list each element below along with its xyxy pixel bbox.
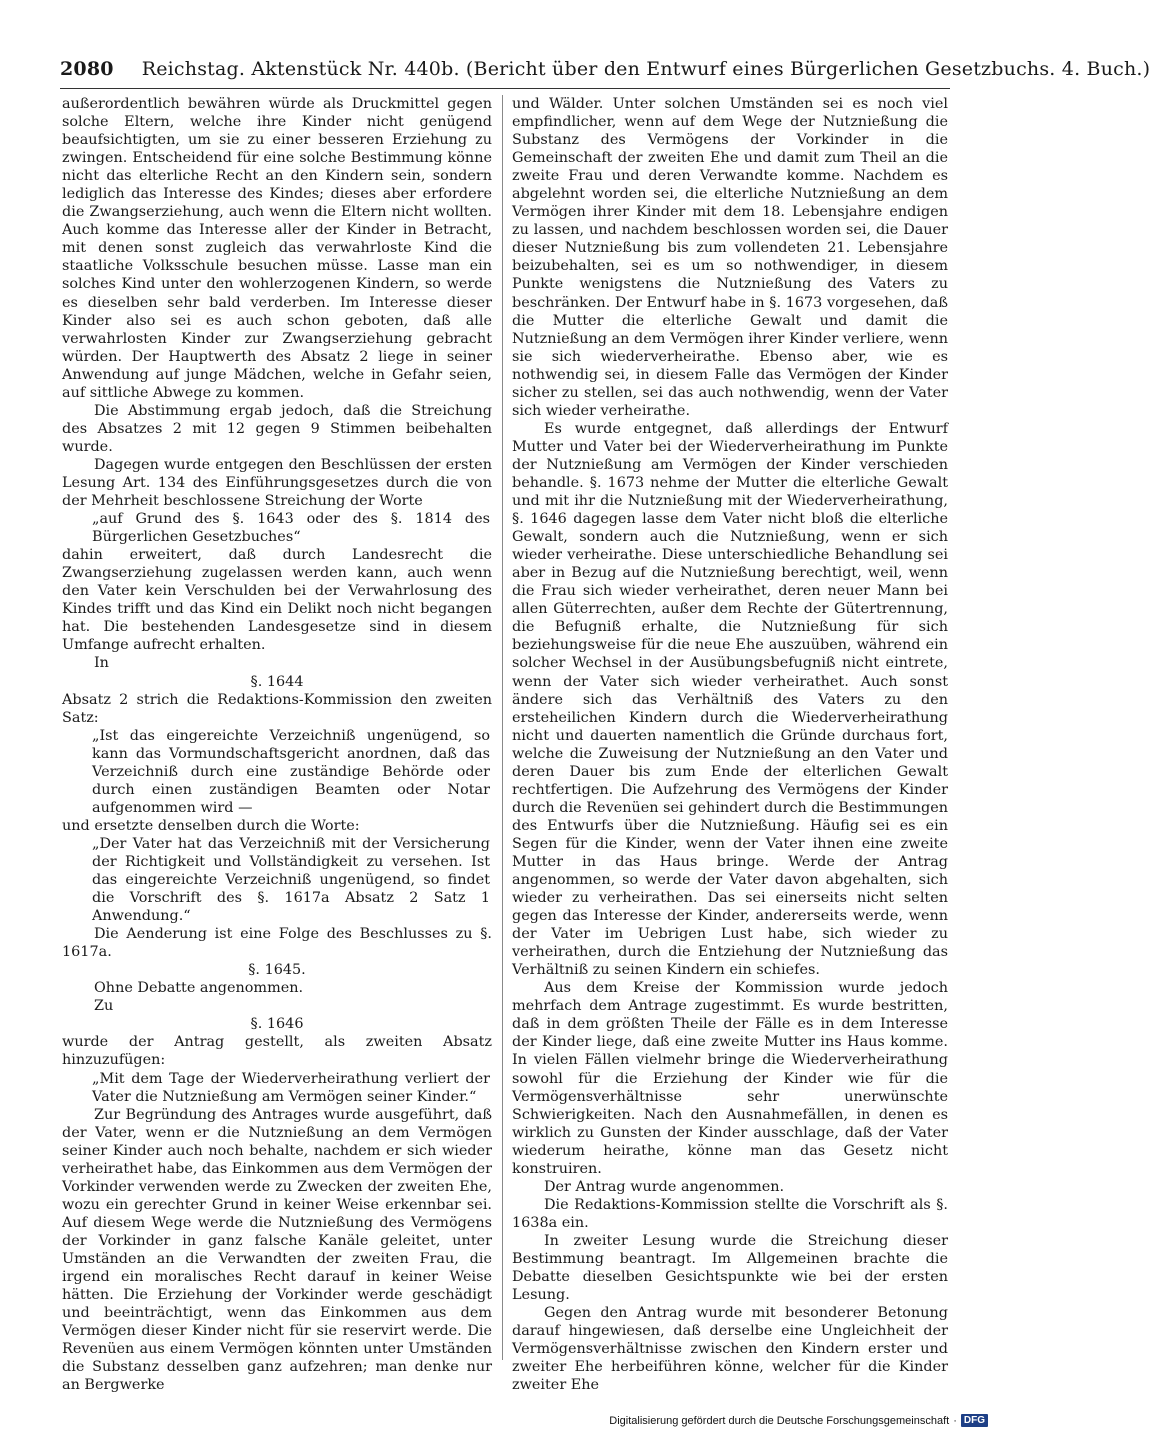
paragraph: Die Aenderung ist eine Folge des Beschlusses zu §. 1617a. <box>62 926 492 961</box>
left-column <box>62 95 492 1394</box>
paragraph: Absatz 2 strich die Redaktions-Kommission den zweiten Satz: <box>62 691 492 726</box>
paragraph: außerordentlich bewähren würde als Druckmittel gegen solche Eltern, welche ihre Kinder nicht genügend beaufsichtigten, um sie zu einer besseren Erziehung zu zwingen. Entscheidend für eine solche Bestimmung könne nicht das elterliche Recht an den Kindern sein, sondern lediglich das Interesse des Kindes; dieses aber erfordere die Zwangserziehung, auch wenn die Eltern nicht wollten. Auch komme das Interesse aller der Kinder in Betracht, mit denen sonst zugleich das verwahrloste Kind die staatliche Volksschule besuchen müsse. Lasse man ein solches Kind unter den wohlerzogenen Kindern, so werde es dieselben sehr bald verderben. Im Interesse dieser Kinder also sei es auch schon geboten, daß alle verwahrlosten Kinder zur Zwangserziehung gebracht würden. Der Hauptwerth des Absatz 2 liege in seiner Anwendung auf junge Mädchen, welche in Gefahr seien, auf sittliche Abwege zu kommen. <box>62 96 492 401</box>
footer-text: Digitalisierung gefördert durch die Deutsche Forschungsgemeinschaft <box>609 1414 950 1427</box>
column-divider <box>502 95 503 1360</box>
section-heading: §. 1644 <box>250 673 304 690</box>
separator-icon: · <box>953 1414 957 1427</box>
paragraph: In zweiter Lesung wurde die Streichung dieser Bestimmung beantragt. Im Allgemeinen brachte die Debatte dieselben Gesichtspunkte wie bei der ersten Lesung. <box>512 1232 948 1304</box>
paragraph: Aus dem Kreise der Kommission wurde jedoch mehrfach dem Antrage zugestimmt. Es wurde bestritten, daß in dem größten Theile der Fälle es in dem Interesse der Kinder liege, daß eine zweite Mutter ins Haus komme. In vielen Fällen vielmehr bringe die Wiederverheirathung sowohl für die Erziehung der Kinder wie für die Vermögensverhältnisse sehr unerwünschte Schwierigkeiten. Nach den Ausnahmefällen, in denen es wirklich zu Gunsten der Kinder ausschlage, daß der Vater wiederum heirathe, könne man das Gesetz nicht konstruiren. <box>512 980 948 1177</box>
paragraph: Dagegen wurde entgegen den Beschlüssen der ersten Lesung Art. 134 des Einführungsgesetzes durch die von der Mehrheit beschlossene Streichung der Worte <box>62 456 492 510</box>
paragraph: Zur Begründung des Antrages wurde ausgeführt, daß der Vater, wenn er die Nutznießung an dem Vermögen seiner Kinder auch noch behalte, nachdem er sich wieder verheirathet habe, das Einkommen aus dem Vermögen der Vorkinder verwenden werde zu Zwecken der zweiten Ehe, wozu ein gerechter Grund in keiner Weise erkennbar sei. Auf diesem Wege werde die Nutznießung des Vermögens der Vorkinder in ganz falsche Kanäle geleitet, unter Umständen an die Verwandten der zweiten Frau, die irgend ein moralisches Recht darauf in keiner Weise hätten. Die Erziehung der Vorkinder werde geschädigt und beeinträchtigt, wenn das Einkommen aus dem Vermögen dieser Kinder nicht für sie reservirt werde. Die Revenüen aus einem Vermögen könnten unter Umständen die Substanz desselben ganz aufzehren; man denke nur an Bergwerke <box>62 1106 492 1394</box>
paragraph: Es wurde entgegnet, daß allerdings der Entwurf Mutter und Vater bei der Wiederverheirathung im Punkte der Nutznießung am Vermögen der Kinder verschieden behandle. §. 1673 nehme der Mutter die elterliche Gewalt und mit ihr die Nutznießung mit der Wiederverheirathung, §. 1646 dagegen lasse dem Vater nicht bloß die elterliche Gewalt, sondern auch die Nutznießung, wenn er sich wieder verheirathe. Diese unterschiedliche Behandlung sei aber in Bezug auf die Nutznießung berechtigt, weil, wenn die Frau sich wieder verheirathet, deren neuer Mann bei allen Güterrechten, außer dem Rechte der Gütertrennung, die Befugniß erhalte, die Nutznießung für sich beziehungsweise für die neue Ehe auszuüben, während ein solcher Wechsel in der Ausübungsbefugniß nicht eintrete, wenn der Vater sich wieder verheirathet. Auch sonst ändere sich das Verhältniß des Vaters zu den ersteheilichen Kindern durch die Wiederverheirathung nicht und dauerten namentlich die Gründe durchaus fort, welche die Zuweisung der Nutznießung an den Vater und deren Dauer bis zum Ende der elterlichen Gewalt rechtfertigen. Die Aufzehrung des Vermögens der Kinder durch die Revenüen sei gehindert durch die Bestimmungen des Entwurfs über die Nutznießung. Häufig sei es ein Segen für die Kinder, wenn der Vater ihnen eine zweite Mutter in das Haus bringe. Werde der Antrag angenommen, so werde der Vater davon abgehalten, sich wieder zu verheirathen. Das sei einerseits nicht selten gegen das Interesse der Kinder, andererseits werde, wenn der Vater im Uebrigen Lust habe, sich wieder zu verheirathen, durch die Entziehung der Nutznießung das Verhältniß zu seinen Kindern ein schiefes. <box>512 420 948 979</box>
right-column <box>512 95 948 1394</box>
quotation: „Der Vater hat das Verzeichniß mit der Versicherung der Richtigkeit und Vollständigkeit zu versehen. Ist das eingereichte Verzeichniß ungenügend, so findet die Vorschrift des §. 1617a Absatz 2 Satz 1 Anwendung.“ <box>92 835 490 925</box>
paragraph: wurde der Antrag gestellt, als zweiten Absatz hinzuzufügen: <box>62 1034 492 1069</box>
paragraph: dahin erweitert, daß durch Landesrecht die Zwangserziehung zugelassen werden kann, auch wenn den Vater kein Verschulden bei der Verwahrlosung des Kindes trifft und das Kind ein Delikt noch nicht begangen hat. Die bestehenden Landesgesetze sind in diesem Umfange aufrecht erhalten. <box>62 547 492 654</box>
dfg-logo-icon: DFG <box>961 1414 988 1427</box>
header-rule <box>60 88 950 89</box>
paragraph: Zu <box>94 998 114 1015</box>
paragraph: Gegen den Antrag wurde mit besonderer Betonung darauf hingewiesen, daß derselbe eine Ungleichheit der Vermögensverhältnisse zwischen den Kindern erster und zweiter Ehe herbeiführen könne, welcher für die Kinder zweiter Ehe <box>512 1305 948 1394</box>
quotation: „Ist das eingereichte Verzeichniß ungenügend, so kann das Vormundschaftsgericht anordnen, daß das Verzeichniß durch eine zuständige Behörde oder durch einen zuständigen Beamten oder Notar aufgenommen wird — <box>92 727 490 816</box>
quotation: „auf Grund des §. 1643 oder des §. 1814 des Bürgerlichen Gesetzbuches“ <box>92 511 490 546</box>
paragraph: Ohne Debatte angenommen. <box>94 980 304 997</box>
section-heading: §. 1646 <box>250 1016 304 1033</box>
page-title: Reichstag. Aktenstück Nr. 440b. (Bericht über den Entwurf eines Bürgerlichen Gesetzbuchs. 4. Buch.) <box>141 58 1150 80</box>
paragraph: Der Antrag wurde angenommen. <box>544 1178 785 1195</box>
page-header <box>60 58 1150 88</box>
paragraph: Die Redaktions-Kommission stellte die Vorschrift als §. 1638a ein. <box>512 1196 948 1231</box>
digitization-footer <box>609 1414 988 1427</box>
paragraph: Die Abstimmung ergab jedoch, daß die Streichung des Absatzes 2 mit 12 gegen 9 Stimmen beibehalten wurde. <box>62 402 492 455</box>
paragraph: und Wälder. Unter solchen Umständen sei es noch viel empfindlicher, wenn auf dem Wege der Nutznießung die Substanz des Vermögens der Vorkinder in die Gemeinschaft der zweiten Ehe und damit zum Theil an die zweite Frau und deren Verwandte komme. Nachdem es abgelehnt worden sei, die elterliche Nutznießung an dem Vermögen ihrer Kinder mit dem 18. Lebensjahre endigen zu lassen, und nachdem beschlossen worden sei, die Dauer dieser Nutznießung bis zum vollendeten 21. Lebensjahre beizubehalten, sei es um so nothwendiger, in diesem Punkte wenigstens die Nutznießung des Vaters zu beschränken. Der Entwurf habe in §. 1673 vorgesehen, daß die Mutter die elterliche Gewalt und damit die Nutznießung an dem Vermögen ihrer Kinder verliere, wenn sie sich wiederverheirathe. Ebenso aber, wie es nothwendig sei, in diesem Falle das Vermögen der Kinder sicher zu stellen, sei das auch nothwendig, wenn der Vater sich wieder verheirathe. <box>512 96 948 419</box>
quotation: „Mit dem Tage der Wiederverheirathung verliert der Vater die Nutznießung am Vermögen seiner Kinder.“ <box>92 1070 490 1105</box>
paragraph: und ersetzte denselben durch die Worte: <box>62 817 360 834</box>
paragraph: In <box>94 655 109 672</box>
section-heading: §. 1645. <box>248 962 306 979</box>
page-number: 2080 <box>60 58 114 80</box>
